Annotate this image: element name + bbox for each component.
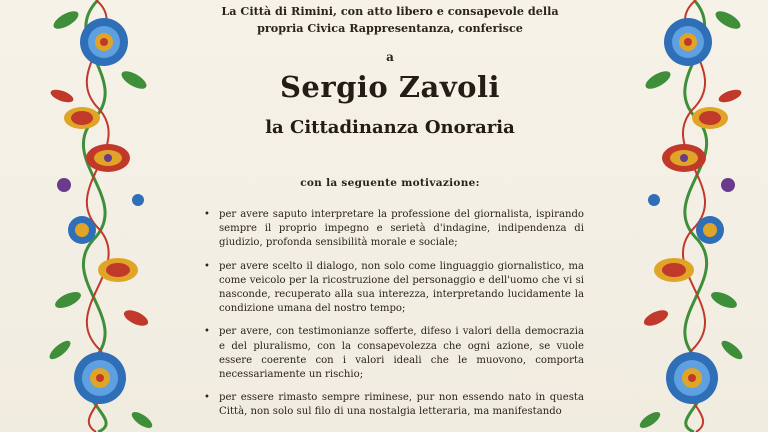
motivation-heading: con la seguente motivazione: (300, 177, 480, 189)
reason-text: per avere saputo interpretare la professione del giornalista, ispirando sempre il proprio impegno e serietà d'indagine, indipendenza di giudizio, profonda sensibilità morale e sociale; (219, 209, 584, 249)
certificate-text (190, 0, 590, 432)
recipient-name: Sergio Zavoli (279, 70, 501, 104)
intro-line-2: propria Civica Rappresentanza, conferisce (257, 21, 523, 35)
preposition-a: a (386, 50, 394, 64)
bullet-icon: • (204, 209, 210, 220)
left-floral-border (38, 0, 156, 432)
motivation-list (204, 208, 584, 429)
list-item (204, 260, 584, 317)
reason-text: per avere, con testimonianze sofferte, difeso i valori della democrazia e del pluralismo, con la consapevolezza che ogni azione, se vuole essere coerente con i valori ideali che le muovono, comporta necessariamente un rischio; (219, 326, 584, 381)
list-item (204, 208, 584, 251)
reason-text: per essere rimasto sempre riminese, pur non essendo nato in questa Città, non solo sul filo di una nostalgia letteraria, ma manifestando (219, 392, 584, 418)
floral-border-right-icon (636, 0, 754, 432)
honor-title: la Cittadinanza Onoraria (265, 117, 515, 138)
intro-line-1: La Città di Rimini, con atto libero e consapevole della (221, 4, 559, 18)
reason-text: per avere scelto il dialogo, non solo come linguaggio giornalistico, ma come veicolo per la ricostruzione del personaggio e dell'uomo che vi si nasconde, recuperato alla sua interezza, interpretando lucidamente la condizione umana del nostro tempo; (219, 260, 584, 315)
bullet-icon: • (204, 326, 210, 338)
floral-border-left-icon (38, 0, 156, 432)
list-item (204, 325, 584, 382)
list-item (204, 391, 584, 419)
intro-text (190, 3, 590, 37)
bullet-icon: • (204, 260, 210, 272)
bullet-icon: • (204, 392, 210, 404)
right-floral-border (636, 0, 754, 432)
